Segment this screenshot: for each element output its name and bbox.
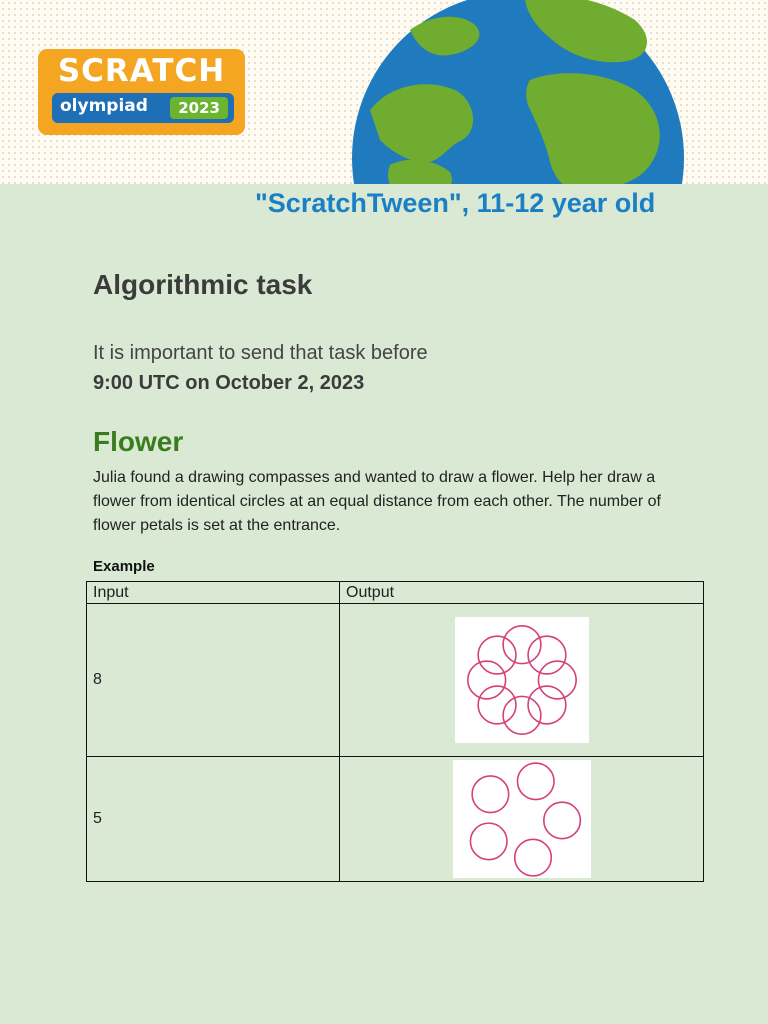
flower-drawing <box>453 760 591 878</box>
example-label: Example <box>93 558 155 575</box>
column-header-input: Input <box>87 582 340 604</box>
column-header-output: Output <box>340 582 704 604</box>
petal-circle <box>543 802 580 839</box>
table-header-row <box>87 582 704 604</box>
page-title: Algorithmic task <box>93 269 313 300</box>
input-cell: 5 <box>87 757 340 882</box>
output-cell <box>340 604 704 757</box>
page-subtitle: "ScratchTween", 11-12 year old <box>255 188 656 218</box>
petal-circle <box>478 636 516 674</box>
petal-circle <box>538 661 576 699</box>
example-table <box>86 581 704 882</box>
petal-circle <box>514 839 551 876</box>
globe-icon <box>350 0 686 184</box>
petal-circle <box>528 636 566 674</box>
petal-circle <box>478 686 516 724</box>
petal-circle <box>503 696 541 734</box>
table-row <box>87 757 704 882</box>
scratch-olympiad-logo <box>38 49 245 135</box>
petal-circle <box>467 661 505 699</box>
output-cell <box>340 757 704 882</box>
deadline-note: It is important to send that task before <box>93 342 428 364</box>
logo-bar <box>52 93 234 123</box>
logo-word: SCRATCH <box>57 53 226 89</box>
petal-circle <box>472 776 509 813</box>
table-row <box>87 604 704 757</box>
logo-sub: olympiad <box>60 96 148 116</box>
logo-year: 2023 <box>170 97 228 119</box>
input-cell: 8 <box>87 604 340 757</box>
task-title: Flower <box>93 426 184 457</box>
deadline-date: 9:00 UTC on October 2, 2023 <box>93 372 365 394</box>
petal-circle <box>517 763 554 800</box>
flower-drawing <box>455 617 589 743</box>
header-banner <box>0 0 768 184</box>
task-description: Julia found a drawing compasses and wanted to draw a flower. Help her draw a flower from identical circles at an equal distance from each other. The number of flower petals is set at the entrance. <box>93 469 661 534</box>
petal-circle <box>470 823 507 860</box>
petal-circle <box>503 626 541 664</box>
petal-circle <box>528 686 566 724</box>
